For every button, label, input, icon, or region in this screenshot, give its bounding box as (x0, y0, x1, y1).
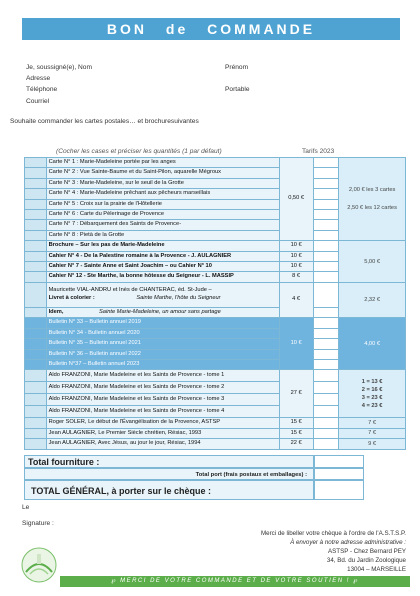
quantity-field[interactable] (313, 189, 339, 199)
quantity-field[interactable] (313, 272, 339, 282)
item-label: Aldo FRANZONI, Marie Madeleine et les Saints de Provence - tome 4 (46, 406, 279, 418)
tarif-tome3: 3 = 23 € (361, 394, 383, 401)
item-label: Cahier N° 12 - Ste Marthe, la bonne hôtesse du Seigneur - L. MASSIP (46, 272, 279, 282)
price-cahier4: 10 € (279, 251, 313, 261)
checkbox-cell[interactable] (25, 359, 47, 369)
label-adresse: Adresse (26, 75, 51, 82)
label-courriel: Courriel (26, 98, 50, 105)
cheque-note: Merci de libeller votre chèque à l'ordre de l'A.S.T.S.P. (261, 530, 406, 537)
label-prenom: Prénom (225, 64, 249, 71)
form-title (22, 18, 400, 40)
item-label: Carte N° 2 : Vue Sainte-Baume et du Saint-Pilon, aquarelle Mégroux (46, 168, 279, 178)
caption-tarifs: Tarifs 2023 (302, 148, 335, 155)
table-row (25, 439, 406, 449)
total-general-field[interactable] (314, 480, 364, 500)
item-label: Bulletin N° 33 – Bulletin annuel 2019 (46, 318, 279, 328)
item-label: Cahier N° 7 - Sainte Anne et Saint Joachim – ou Cahier N° 10 (46, 262, 279, 272)
quantity-field[interactable] (313, 394, 339, 406)
price-soler: 15 € (279, 418, 313, 428)
checkbox-cell[interactable] (25, 318, 47, 328)
item-label: Jean AULAGNIER, Le Premier Siècle chrétien, Résiac, 1993 (46, 428, 279, 438)
address-line-2: 34, Bd. du Jardin Zoologique (326, 557, 406, 564)
checkbox-cell[interactable] (25, 439, 47, 449)
order-table (24, 157, 406, 450)
price-bulletins: 10 € (279, 318, 313, 370)
quantity-field[interactable] (313, 439, 339, 449)
price-livrets: 4 € (279, 282, 313, 317)
intro-text: Souhaite commander les cartes postales… et brochuresuivantes (10, 118, 199, 125)
tarif-tome4: 4 = 23 € (361, 402, 383, 409)
checkbox-cell[interactable] (25, 199, 47, 209)
item-label (46, 307, 279, 317)
tarif-bulletins: 4,00 € (339, 318, 406, 370)
item-label (46, 282, 279, 307)
tarif-franzoni (339, 370, 406, 418)
quantity-field[interactable] (313, 418, 339, 428)
checkbox-cell[interactable] (25, 406, 47, 418)
livret2-label: Idem, (48, 308, 64, 315)
price-aulagnier2: 22 € (279, 439, 313, 449)
tarif-cahiers: 5,00 € (339, 241, 406, 283)
item-label: Aldo FRANZONI, Marie Madeleine et les Saints de Provence - tome 2 (46, 382, 279, 394)
quantity-field[interactable] (313, 210, 339, 220)
signature-label: Signature : (22, 520, 54, 527)
total-general-label: TOTAL GÉNÉRAL, à porter sur le chèque : (24, 480, 314, 500)
quantity-field[interactable] (313, 168, 339, 178)
thank-you-banner: ℘ MERCI DE VOTRE COMMANDE ET DE VOTRE SOUTIEN ! ℘ (60, 576, 410, 587)
checkbox-cell[interactable] (25, 370, 47, 382)
table-row (25, 370, 406, 382)
quantity-field[interactable] (313, 158, 339, 168)
quantity-field[interactable] (313, 339, 339, 349)
tarif-cartes (339, 158, 406, 241)
price-cahier7: 10 € (279, 262, 313, 272)
item-label: Bulletin N° 36 – Bulletin annuel 2022 (46, 349, 279, 359)
checkbox-cell[interactable] (25, 251, 47, 261)
price-aulagnier1: 15 € (279, 428, 313, 438)
item-label: Carte N° 1 : Marie-Madeleine portée par les anges (46, 158, 279, 168)
checkbox-cell[interactable] (25, 328, 47, 338)
checkbox-cell[interactable] (25, 339, 47, 349)
item-label: Aldo FRANZONI, Marie Madeleine et les Saints de Provence - tome 1 (46, 370, 279, 382)
total-fourniture-label: Total fourniture : (24, 455, 314, 468)
checkbox-cell[interactable] (25, 158, 47, 168)
item-label: Carte N° 3 : Marie-Madeleine, sur le seuil de la Grotte (46, 178, 279, 188)
quantity-field[interactable] (313, 262, 339, 272)
title-word-de: de (165, 21, 189, 37)
quantity-field[interactable] (313, 230, 339, 240)
quantity-field[interactable] (313, 349, 339, 359)
quantity-field[interactable] (313, 241, 339, 251)
table-row (25, 158, 406, 168)
checkbox-cell[interactable] (25, 394, 47, 406)
quantity-field[interactable] (313, 178, 339, 188)
item-label: Roger SOLER, Le début de l'Évangélisation de la Provence, ASTSP (46, 418, 279, 428)
checkbox-cell[interactable] (25, 428, 47, 438)
table-row (25, 428, 406, 438)
quantity-field[interactable] (313, 406, 339, 418)
item-label: Carte N° 4 : Marie-Madeleine prêchant aux pêcheurs marseillais (46, 189, 279, 199)
item-label: Carte N° 8 : Pietà de la Grotte (46, 230, 279, 240)
label-telephone: Téléphone (26, 86, 58, 93)
livret-label: Livret à colorier : (48, 294, 95, 301)
table-row (25, 241, 406, 251)
price-franzoni: 27 € (279, 370, 313, 418)
caption-instructions: (Cocher les cases et préciser les quantités (1 par défaut) (56, 148, 222, 155)
tarif-aulagnier1: 7 € (339, 428, 406, 438)
total-port-label: Total port (frais postaux et emballages) : (24, 468, 314, 480)
checkbox-cell[interactable] (25, 262, 47, 272)
tarif-livrets: 2,32 € (339, 282, 406, 317)
quantity-field[interactable] (313, 318, 339, 328)
item-label: Aldo FRANZONI, Marie Madeleine et les Saints de Provence - tome 3 (46, 394, 279, 406)
send-note: À envoyer à notre adresse administrative : (290, 539, 406, 546)
date-label: Le (22, 504, 30, 511)
association-logo (20, 546, 58, 584)
price-cartes: 0,50 € (279, 158, 313, 241)
checkbox-cell[interactable] (25, 230, 47, 240)
table-row (25, 318, 406, 328)
checkbox-cell[interactable] (25, 220, 47, 230)
tarif-tome2: 2 = 16 € (361, 386, 383, 393)
item-label: Bulletin N° 34 - Bulletin annuel 2020 (46, 328, 279, 338)
checkbox-cell[interactable] (25, 178, 47, 188)
checkbox-cell[interactable] (25, 241, 47, 251)
tarif-tome1: 1 = 13 € (361, 378, 383, 385)
quantity-field[interactable] (313, 328, 339, 338)
address-line-3: 13004 – MARSEILLE (347, 566, 406, 573)
quantity-field[interactable] (313, 251, 339, 261)
total-port-field[interactable] (314, 468, 364, 480)
title-word-commande: COMMANDE (207, 21, 316, 37)
quantity-field[interactable] (313, 428, 339, 438)
price-brochure: 10 € (279, 241, 313, 251)
total-fourniture-field[interactable] (314, 455, 364, 468)
item-label: Bulletin N°37 – Bulletin annuel 2023 (46, 359, 279, 369)
checkbox-cell[interactable] (25, 189, 47, 199)
label-nom: Je, soussigné(e), Nom (26, 64, 92, 71)
checkbox-cell[interactable] (25, 307, 47, 317)
checkbox-cell[interactable] (25, 282, 47, 307)
price-cahier12: 8 € (279, 272, 313, 282)
address-line-1: ASTSP - Chez Bernard PEY (328, 548, 406, 555)
table-row (25, 418, 406, 428)
label-portable: Portable (225, 86, 250, 93)
tarif-cartes-12: 2,50 € les 12 cartes (347, 205, 397, 212)
checkbox-cell[interactable] (25, 210, 47, 220)
title-word-bon: BON (106, 21, 147, 37)
tarif-soler: 7 € (339, 418, 406, 428)
checkbox-cell[interactable] (25, 168, 47, 178)
livret2-title: Sainte Marie-Madeleine, un amour sans partage (99, 308, 221, 315)
quantity-field[interactable] (313, 382, 339, 394)
item-label: Cahier N° 4 - De la Palestine romaine à la Provence - J. AULAGNIER (46, 251, 279, 261)
checkbox-cell[interactable] (25, 349, 47, 359)
table-row (25, 282, 406, 307)
item-label: Carte N° 7 : Débarquement des Saints de Provence- (46, 220, 279, 230)
tarif-cartes-3: 2,00 € les 3 cartes (348, 187, 396, 194)
quantity-field[interactable] (313, 282, 339, 307)
item-label: Carte N° 6 : Carte du Pèlerinage de Provence (46, 210, 279, 220)
tarif-aulagnier2: 9 € (339, 439, 406, 449)
item-label: Bulletin N° 35 – Bulletin annuel 2021 (46, 339, 279, 349)
quantity-field[interactable] (313, 199, 339, 209)
livret-title: Sainte Marthe, l'hôte du Seigneur (136, 294, 221, 301)
checkbox-cell[interactable] (25, 272, 47, 282)
checkbox-cell[interactable] (25, 418, 47, 428)
checkbox-cell[interactable] (25, 382, 47, 394)
item-label: Carte N° 5 : Croix sur la prairie de l'Hôtellerie (46, 199, 279, 209)
item-label: Brochure – Sur les pas de Marie-Madeleine (46, 241, 279, 251)
quantity-field[interactable] (313, 359, 339, 369)
quantity-field[interactable] (313, 307, 339, 317)
quantity-field[interactable] (313, 220, 339, 230)
item-label: Jean AULAGNIER, Avec Jésus, au jour le jour, Résiac, 1994 (46, 439, 279, 449)
quantity-field[interactable] (313, 370, 339, 382)
livret-authors: Mauricette VIAL-ANDRU et Inès de CHANTERAC, éd. St-Jude – (48, 287, 212, 294)
